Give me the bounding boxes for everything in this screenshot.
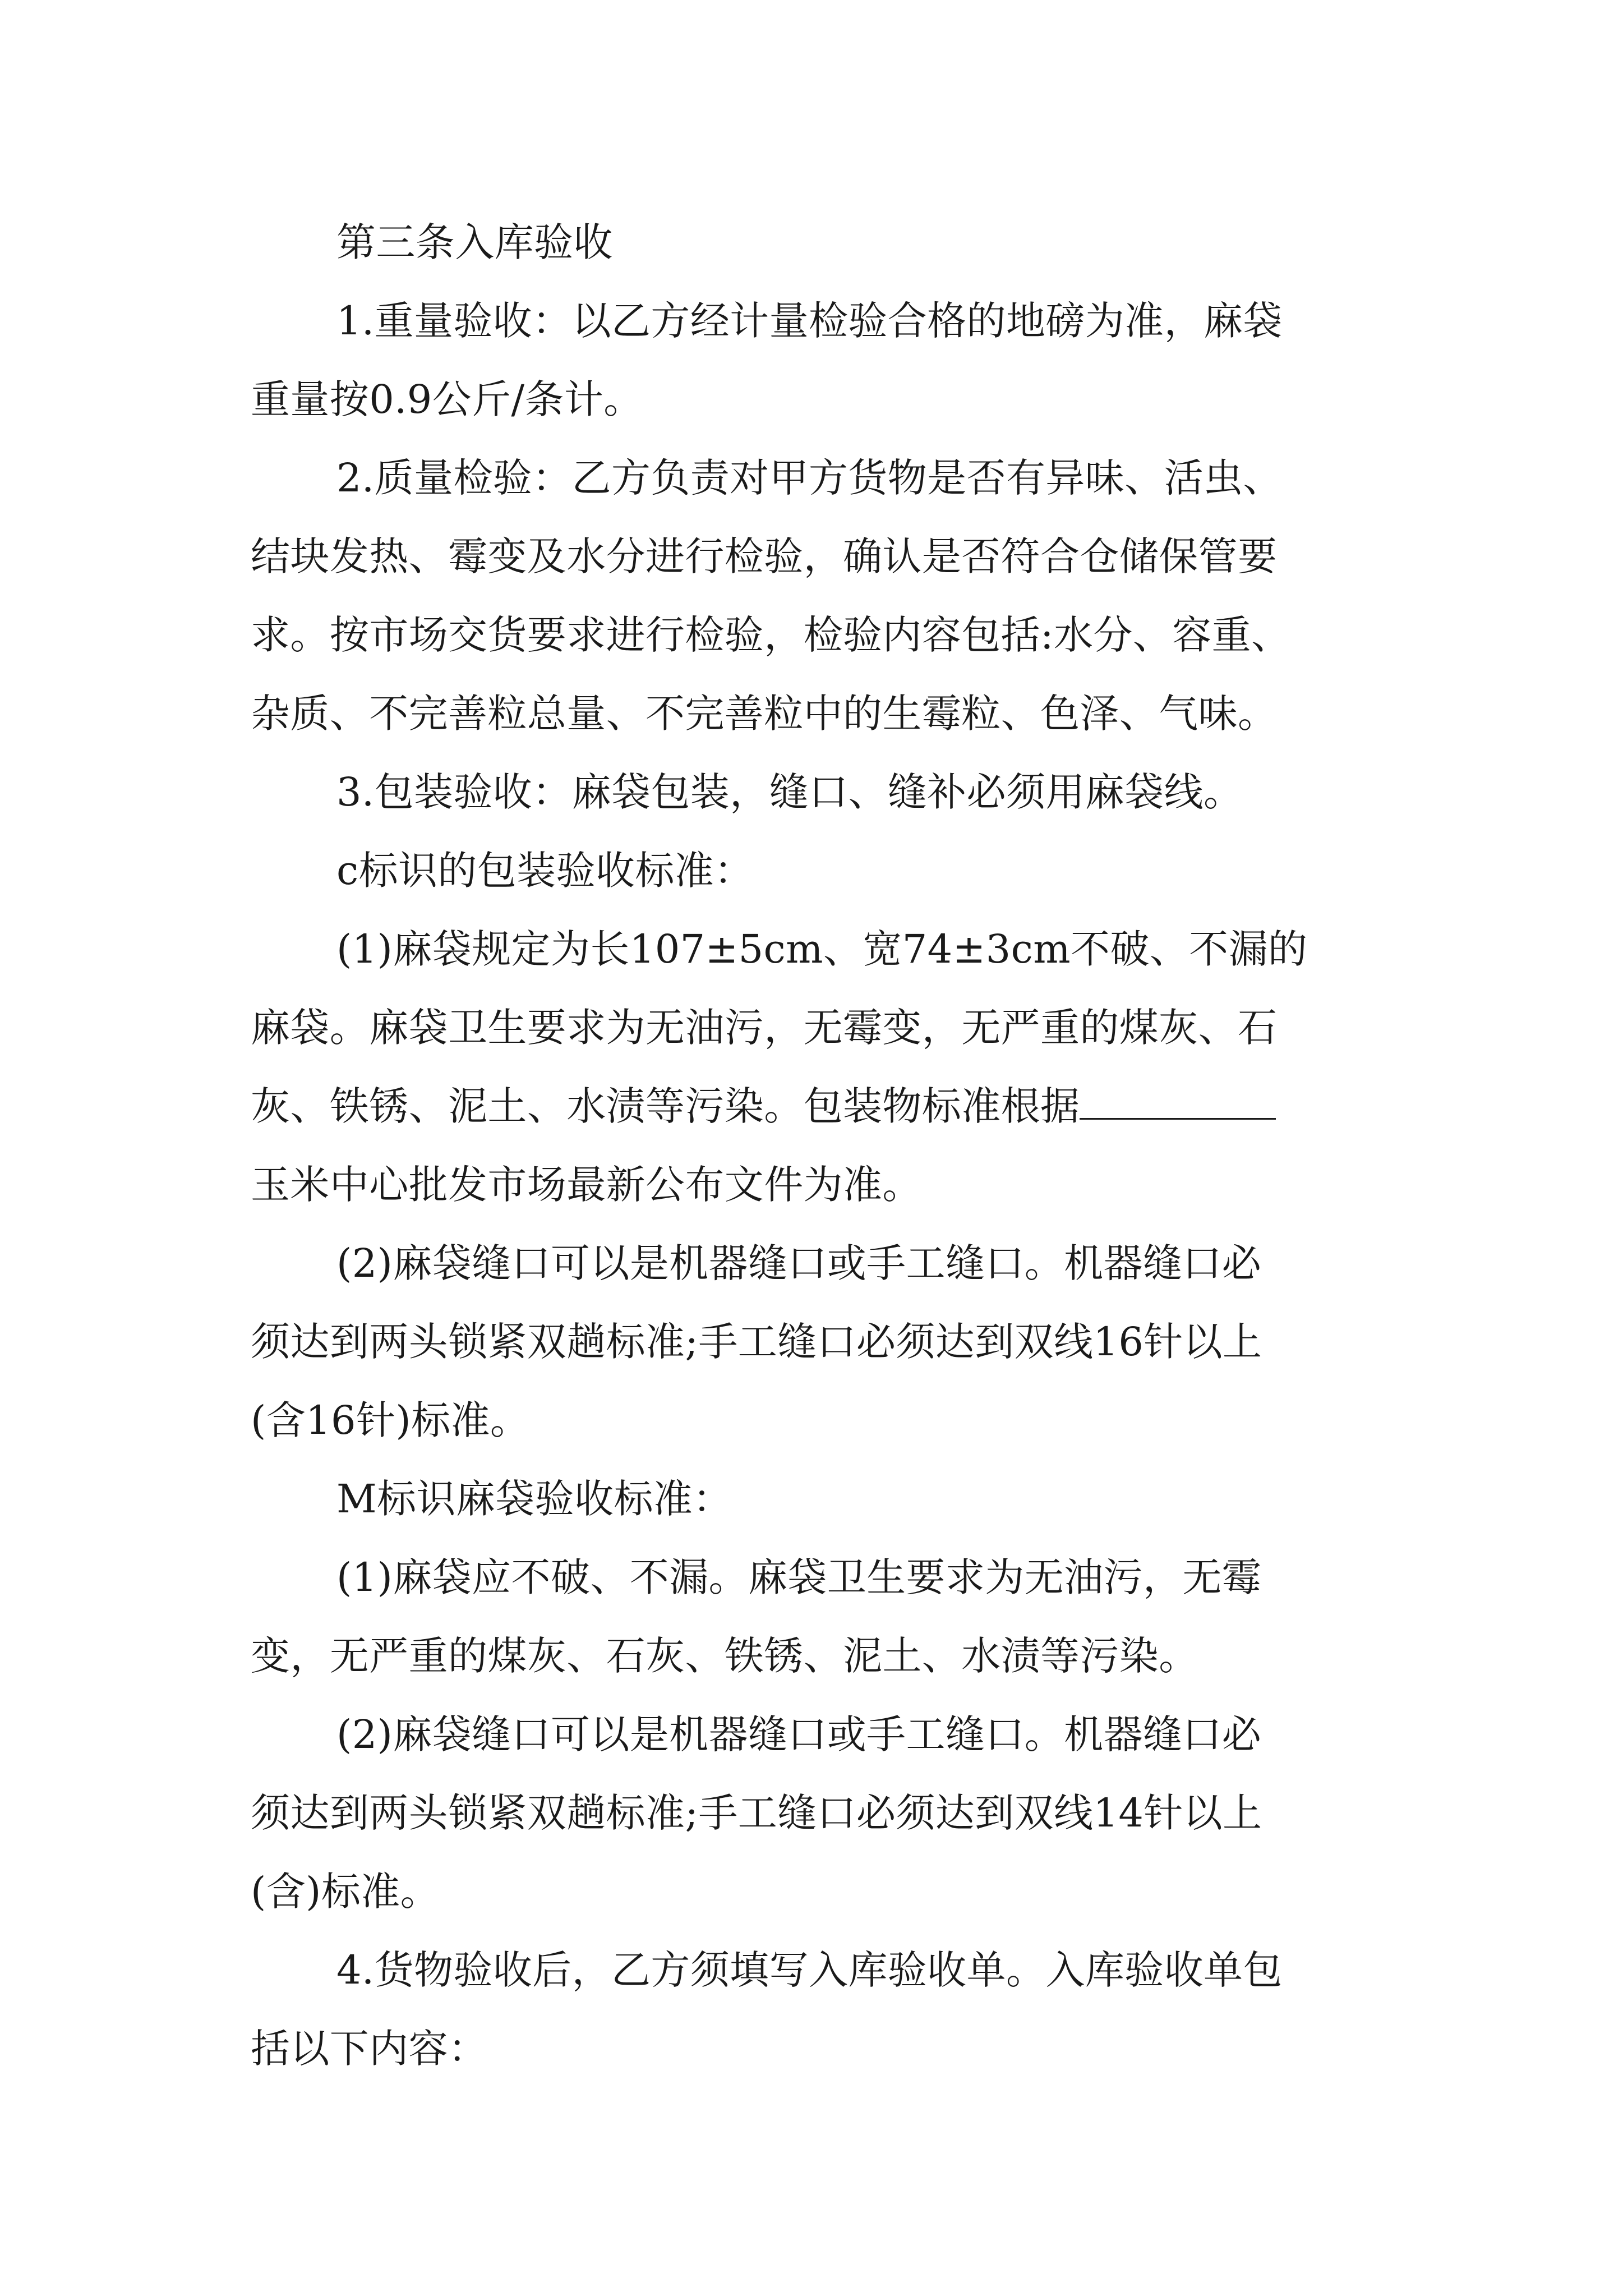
paragraph-line: (2)麻袋缝口可以是机器缝口或手工缝口。机器缝口必 (336, 1711, 1262, 1757)
paragraph-line: 结块发热、霉变及水分进行检验，确认是否符合仓储保管要 (251, 533, 1278, 579)
paragraph-line: (2)麻袋缝口可以是机器缝口或手工缝口。机器缝口必 (336, 1240, 1262, 1286)
paragraph-line: 求。按市场交货要求进行检验，检验内容包括:水分、容重、 (251, 612, 1291, 658)
paragraph-line: (1)麻袋规定为长107±5cm、宽74±3cm不破、不漏的 (336, 926, 1308, 972)
paragraph-line: 变，无严重的煤灰、石灰、铁锈、泥土、水渍等污染。 (251, 1633, 1198, 1679)
paragraph-line: 须达到两头锁紧双趟标准;手工缝口必须达到双线16针以上 (251, 1319, 1262, 1365)
paragraph-line: 3.包装验收：麻袋包装，缝口、缝补必须用麻袋线。 (336, 769, 1243, 815)
paragraph-line: 2.质量检验：乙方负责对甲方货物是否有异味、活虫、 (336, 455, 1283, 501)
paragraph-line: 括以下内容： (251, 2026, 488, 2072)
paragraph-line: M标识麻袋验收标准： (336, 1476, 732, 1522)
paragraph-line: 1.重量验收：以乙方经计量检验合格的地磅为准，麻袋 (336, 298, 1283, 344)
paragraph-line: 重量按0.9公斤/条计。 (251, 376, 643, 422)
paragraph-line: 麻袋。麻袋卫生要求为无油污，无霉变，无严重的煤灰、石 (251, 1005, 1278, 1051)
paragraph-line: 须达到两头锁紧双趟标准;手工缝口必须达到双线14针以上 (251, 1790, 1262, 1836)
paragraph-line: 4.货物验收后，乙方须填写入库验收单。入库验收单包 (336, 1947, 1283, 1993)
paragraph-line: c标识的包装验收标准： (336, 848, 754, 894)
paragraph-line: 玉米中心批发市场最新公布文件为准。 (251, 1162, 922, 1208)
paragraph-line-with-blank (251, 1078, 1406, 1134)
paragraph-line: 杂质、不完善粒总量、不完善粒中的生霉粒、色泽、气味。 (251, 691, 1278, 737)
paragraph-line: (含16针)标准。 (251, 1397, 530, 1443)
paragraph-line-text: 灰、铁锈、泥土、水渍等污染。包装物标准根据 (251, 1083, 1080, 1129)
fill-in-blank (1080, 1084, 1276, 1120)
paragraph-line: (1)麻袋应不破、不漏。麻袋卫生要求为无油污，无霉 (336, 1554, 1262, 1600)
paragraph-line: (含)标准。 (251, 1869, 440, 1915)
section-heading: 第三条入库验收 (336, 219, 613, 265)
